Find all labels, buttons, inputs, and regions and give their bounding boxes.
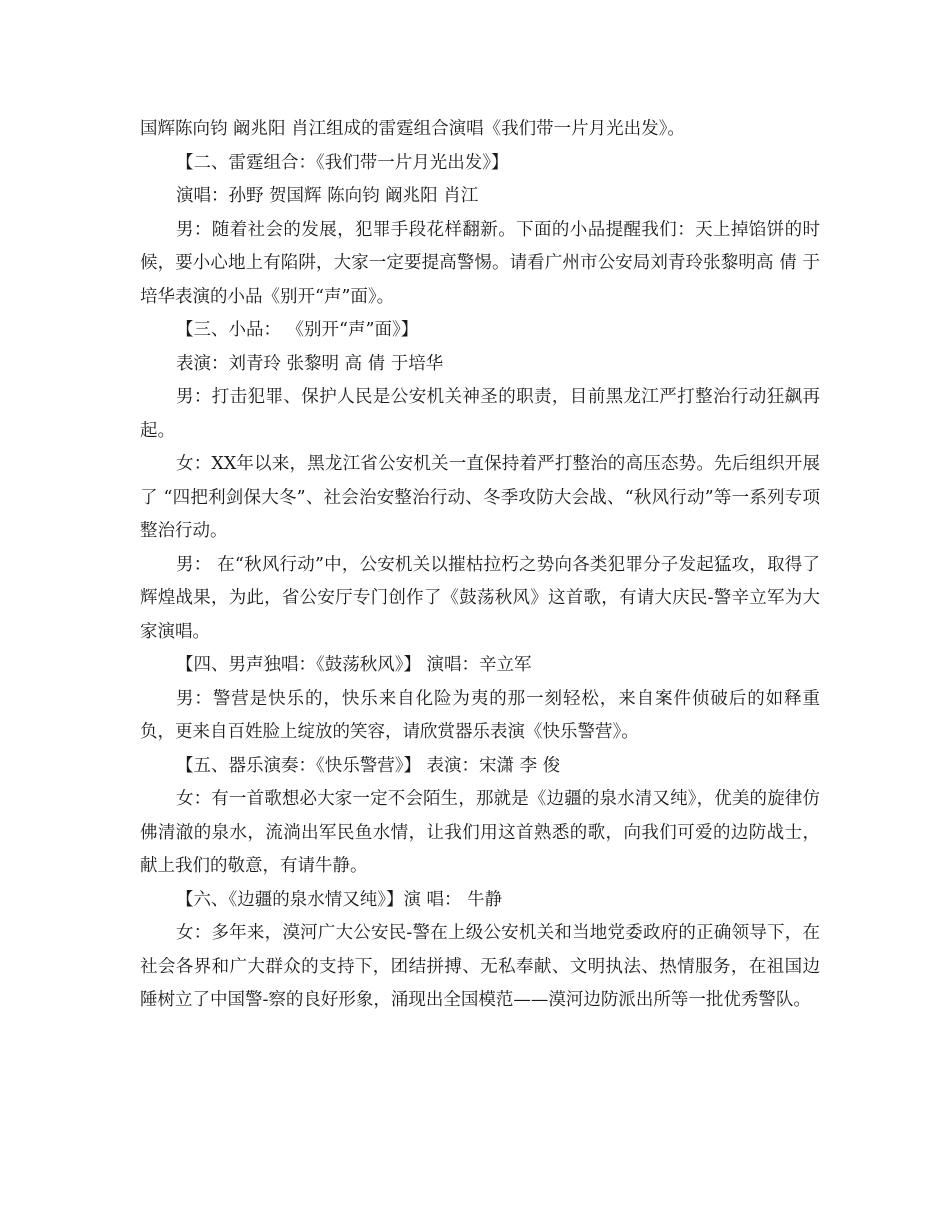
paragraph: 男： 在“秋风行动”中，公安机关以摧枯拉朽之势向各类犯罪分子发起猛攻，取得了辉煌战果，为此，省公安厅专门创作了《鼓荡秋风》这首歌，有请大庆民-警辛立军为大家演唱。: [140, 554, 820, 642]
performer-line: 演唱：孙野 贺国辉 陈向钧 阚兆阳 肖江: [176, 186, 479, 206]
paragraph: 男：打击犯罪、保护人民是公安机关神圣的职责，目前黑龙江严打整治行动狂飙再起。: [140, 387, 820, 441]
section-heading: 【五、器乐演奏：《快乐警营》】 表演：宋潇 李 俊: [176, 755, 561, 776]
paragraph: 女：XX年以来，黑龙江省公安机关一直保持着严打整治的高压态势。先后组织开展了 “四把利剑保大冬”、社会治安整治行动、冬季攻防大会战、“秋风行动”等一系列专项整治行动。: [140, 454, 820, 541]
paragraph: 女：有一首歌想必大家一定不会陌生，那就是《边疆的泉水清又纯》，优美的旋律仿佛清澈的泉水，流淌出军民鱼水情，让我们用这首熟悉的歌，向我们可爱的边防战士，献上我们的敬意，有请牛静。: [140, 789, 820, 876]
performer-line: 表演：刘青玲 张黎明 高 倩 于培华: [176, 353, 444, 374]
paragraph: 国辉陈向钧 阚兆阳 肖江组成的雷霆组合演唱《我们带一片月光出发》。: [140, 119, 685, 139]
section-heading: 【四、男声独唱：《鼓荡秋风》】 演唱：辛立军: [176, 655, 532, 675]
section-heading: 【二、雷霆组合：《我们带一片月光出发》】: [176, 152, 509, 173]
paragraph: 男：随着社会的发展，犯罪手段花样翻新。下面的小品提醒我们：天上掉馅饼的时候，要小心地上有陷阱，大家一定要提高警惕。请看广州市公安局刘青玲张黎明高 倩 于培华表演的小品《别开“声”面》。: [140, 219, 820, 307]
section-heading: 【三、小品： 《别开“声”面》】: [176, 320, 419, 340]
section-heading: 【六、《边疆的泉水情又纯》】演 唱： 牛静: [176, 889, 503, 910]
document-body: [140, 113, 820, 1018]
paragraph: 女：多年来，漠河广大公安民-警在上级公安机关和当地党委政府的正确领导下，在社会各界和广大群众的支持下，团结拼搏、无私奉献、文明执法、热情服务，在祖国边陲树立了中国警-察的良好形象，涌现出全国模范——漠河边防派出所等一批优秀警队。: [140, 923, 820, 1010]
paragraph: 男：警营是快乐的，快乐来自化险为夷的那一刻轻松，来自案件侦破后的如释重负，更来自百姓脸上绽放的笑容，请欣赏器乐表演《快乐警营》。: [140, 688, 820, 742]
